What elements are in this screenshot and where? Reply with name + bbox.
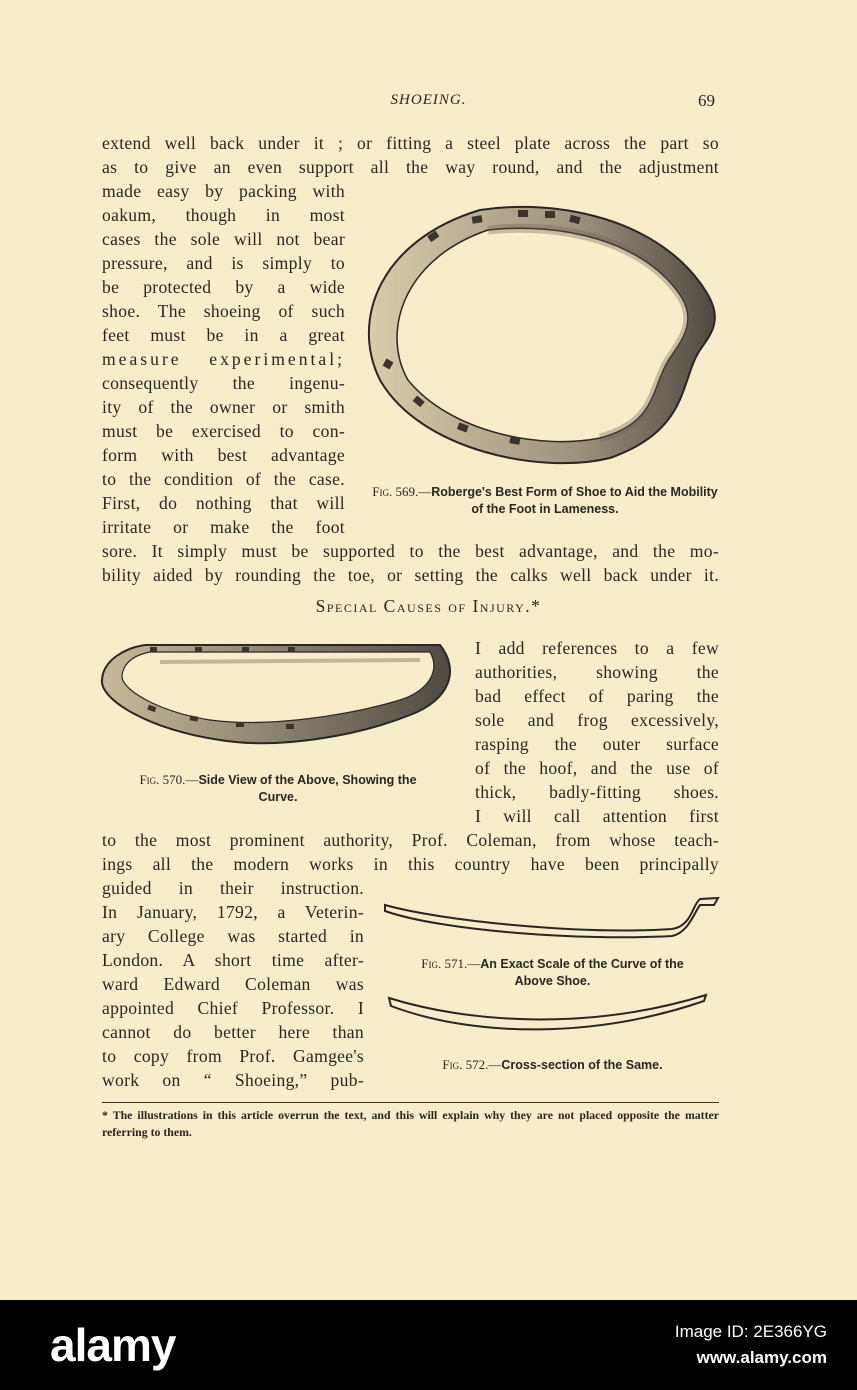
text-line: shoe. The shoeing of such: [102, 301, 345, 321]
text-line: ward Edward Coleman was: [102, 974, 364, 994]
text-line: ary College was started in: [102, 926, 364, 946]
figure-572-caption: [420, 1056, 685, 1074]
text-line: work on “ Shoeing,” pub-: [102, 1070, 364, 1090]
text-line: ity of the owner or smith: [102, 397, 345, 417]
figure-571-curve: [382, 893, 722, 943]
text-line: be protected by a wide: [102, 277, 345, 297]
page-number: 69: [698, 91, 715, 110]
text-line: to the condition of the case.: [102, 469, 345, 489]
text-line: bad effect of paring the: [475, 686, 719, 706]
running-title: SHOEING.: [390, 92, 467, 108]
text-line: London. A short time after-: [102, 950, 364, 970]
text-line: cases the sole will not bear: [102, 229, 345, 249]
caption-text: Side View of the Above, Showing the Curve.: [198, 773, 417, 804]
text-line: oakum, though in most: [102, 205, 345, 225]
text-line: to copy from Prof. Gamgee's: [102, 1046, 364, 1066]
text-line: to the most prominent authority, Prof. Coleman, from whose teach-: [102, 830, 719, 850]
text-line: of the hoof, and the use of: [475, 758, 719, 778]
text-line: authorities, showing the: [475, 662, 719, 682]
text-line: sole and frog excessively,: [475, 710, 719, 730]
footnote-rule: [102, 1102, 719, 1103]
alamy-logo: alamy: [50, 1319, 176, 1371]
text-line: pressure, and is simply to: [102, 253, 345, 273]
figure-label: Fig. 569.—: [372, 484, 432, 499]
caption-text: Cross-section of the Same.: [501, 1058, 663, 1072]
text-line: guided in their instruction.: [102, 878, 364, 898]
text-line: I will call attention first: [475, 806, 719, 826]
text-line: sore. It simply must be supported to the best advantage, and the mo-: [102, 541, 719, 561]
text-line: irritate or make the foot: [102, 517, 345, 537]
text-line: made easy by packing with: [102, 181, 345, 201]
text-line: In January, 1792, a Veterin-: [102, 902, 364, 922]
figure-label: Fig. 571.—: [421, 956, 481, 971]
text-line: First, do nothing that will: [102, 493, 345, 513]
text-line: ings all the modern works in this country have been principally: [102, 854, 719, 874]
figure-570-side-view: [100, 640, 460, 760]
text-line: as to give an even support all the way round, and the adjustment: [102, 157, 719, 177]
text-line: appointed Chief Professor. I: [102, 998, 364, 1018]
figure-label: Fig. 570.—: [139, 772, 199, 787]
figure-571-caption: [420, 955, 685, 990]
text-line: form with best advantage: [102, 445, 345, 465]
caption-text: An Exact Scale of the Curve of the Above Shoe.: [480, 957, 684, 988]
image-id: Image ID: 2E366YG: [674, 1322, 827, 1341]
figure-569-horseshoe: [360, 200, 720, 470]
text-line: measure experimental;: [102, 349, 345, 369]
stock-url: www.alamy.com: [696, 1348, 827, 1367]
text-line: feet must be in a great: [102, 325, 345, 345]
text-line: extend well back under it ; or fitting a steel plate across the part so: [102, 133, 719, 153]
figure-569-caption: [370, 483, 720, 518]
footnote: * The illustrations in this article overrun the text, and this will explain why they are not placed opposite the matter referring to them.: [102, 1108, 719, 1139]
caption-text: Roberge's Best Form of Shoe to Aid the Mobility of the Foot in Lameness.: [431, 485, 718, 516]
figure-570-caption: [128, 771, 428, 806]
section-heading: Special Causes of Injury.*: [315, 596, 542, 616]
text-line: consequently the ingenu-: [102, 373, 345, 393]
text-line: cannot do better here than: [102, 1022, 364, 1042]
figure-label: Fig. 572.—: [442, 1057, 502, 1072]
figure-572-cross-section: [386, 992, 716, 1042]
text-line: thick, badly-fitting shoes.: [475, 782, 719, 802]
text-line: bility aided by rounding the toe, or setting the calks well back under it.: [102, 565, 719, 585]
text-line: I add references to a few: [475, 638, 719, 658]
text-line: must be exercised to con-: [102, 421, 345, 441]
text-line: rasping the outer surface: [475, 734, 719, 754]
